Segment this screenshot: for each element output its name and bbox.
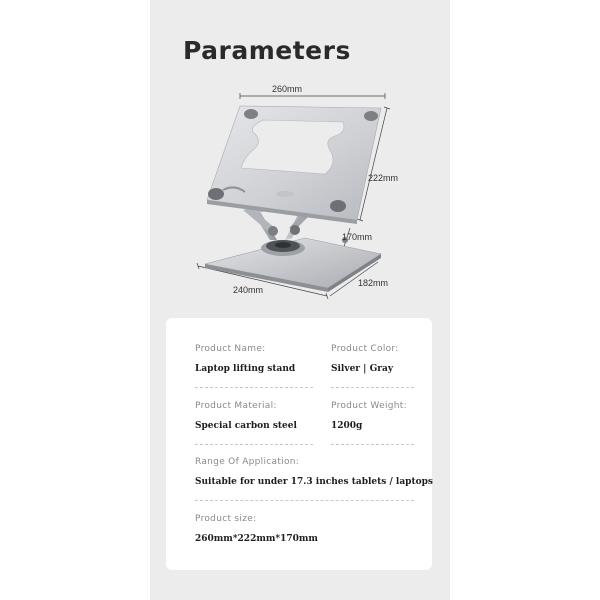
- product-weight-value: 1200g: [331, 421, 363, 431]
- divider: [195, 444, 313, 445]
- product-name-value: Laptop lifting stand: [195, 364, 296, 374]
- product-weight-label: Product Weight:: [331, 401, 407, 411]
- divider: [331, 444, 414, 445]
- product-color-value: Silver | Gray: [331, 364, 394, 374]
- product-color-label: Product Color:: [331, 344, 399, 354]
- dimension-base-depth: 182mm: [358, 278, 389, 288]
- page-title: Parameters: [183, 36, 351, 65]
- divider: [195, 500, 414, 501]
- dimension-mid-height: 170mm: [342, 232, 373, 242]
- product-material-value: Special carbon steel: [195, 421, 297, 431]
- product-size-value: 260mm*222mm*170mm: [195, 534, 318, 544]
- dimension-side-height: 222mm: [368, 173, 399, 183]
- dimension-base-width: 240mm: [233, 285, 264, 295]
- divider: [195, 387, 313, 388]
- product-name-label: Product Name:: [195, 344, 266, 354]
- laptop-stand-illustration: [185, 78, 415, 308]
- range-of-application-value: Suitable for under 17.3 inches tablets / laptops: [195, 477, 433, 487]
- range-of-application-label: Range Of Application:: [195, 457, 300, 467]
- spec-card: [166, 318, 432, 570]
- dimension-top-width: 260mm: [272, 84, 303, 94]
- divider: [331, 387, 414, 388]
- product-size-label: Product size:: [195, 514, 257, 524]
- product-material-label: Product Material:: [195, 401, 277, 411]
